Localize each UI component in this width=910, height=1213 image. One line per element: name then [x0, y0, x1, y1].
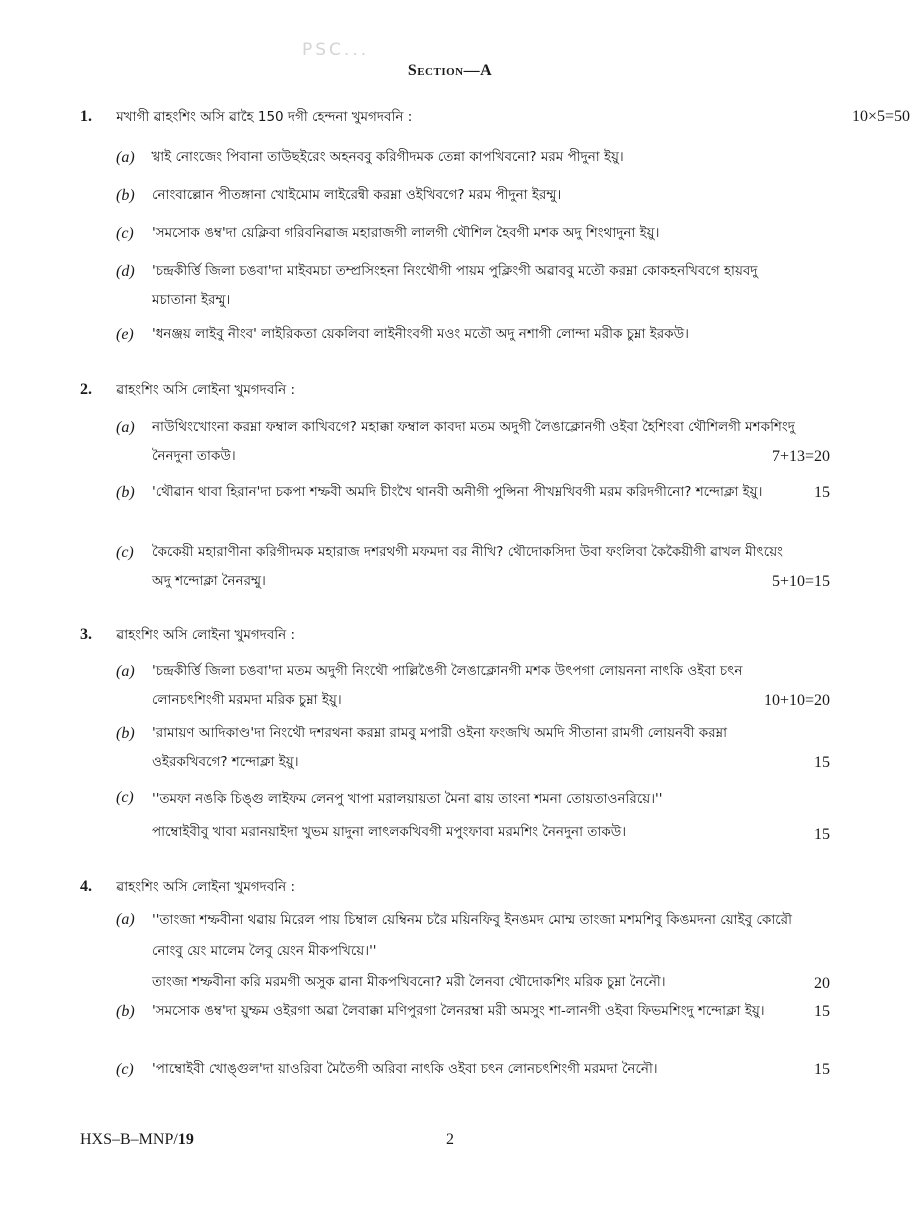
part-label: (a): [116, 419, 135, 436]
part-1e: [116, 320, 830, 349]
part-text: খ্বাই নোংজেং পিবানা তাউছইরেং অহনববু করিগীদমক তেন্না কাপখিবনো? মরম পীদুনা ইয়ু।: [152, 149, 624, 165]
part-text: 'থৌৱান থাবা হিরান'দা চকপা শম্ফবী অমদি চীংখৈ থানবী অনীগী পুন্সিনা পীখম্নখিবগী মরম করিদগীনো? শন্দোক্লা ইয়ু।: [152, 484, 763, 500]
part-2b: [116, 478, 830, 507]
part-2c: [116, 538, 830, 596]
part-1c: [116, 219, 830, 248]
part-marks: 10+10=20: [763, 692, 830, 709]
part-label: (b): [116, 725, 135, 742]
paper-code-prefix: HXS–B–MNP/: [80, 1131, 178, 1148]
question-text: ৱাহংশিং অসি লোইনা খুমগদবনি :: [116, 627, 296, 643]
question-number: 2.: [80, 381, 92, 398]
part-2a: [116, 413, 830, 471]
part-3b: [116, 719, 830, 777]
section-title: Section—A: [407, 62, 493, 79]
part-text: ''তমফা নঙকি চিঙ্গু লাইফম লেনপু খাপা মরালয়ায়তা মৈনা ৱায় তাংনা শমনা তোয়তাওনরিয়ে।'' পাম্বোইবীবু খাবা মরানয়াইদা খুভম য়াদুনা লাৎলকখিবগী মপুংফাবা মরমশিং নৈনদুনা তাকউ।: [152, 791, 663, 840]
part-4a: [116, 905, 830, 998]
question-text: ৱাহংশিং অসি লোইনা খুমগদবনি :: [116, 879, 296, 895]
question-number: 1.: [80, 108, 92, 125]
part-4b: [116, 997, 830, 1026]
part-text: 'সমসোক ঙম্ব'দা য়ুম্ফম ওইরগা অৱা লৈবাক্কা মণিপুরগা লৈনরম্বা মরী অমসুং শা-লানগী ওইবা ফিভমশিংদু শন্দোক্লা ইয়ু।: [152, 1003, 765, 1019]
page-number: 2: [446, 1131, 454, 1148]
part-marks: 15: [814, 826, 830, 843]
part-label: (a): [116, 911, 135, 928]
question-2: [80, 380, 830, 400]
question-text: মখাগী ৱাহংশিং অসি ৱাহৈ 150 দগী হেন্দনা খুমগদবনি :: [116, 109, 413, 125]
part-label: (c): [116, 225, 134, 242]
part-label: (c): [116, 789, 134, 806]
part-3c: [116, 783, 830, 849]
part-1b: [116, 181, 830, 210]
part-label: (a): [116, 663, 135, 680]
question-4: [80, 877, 830, 897]
part-label: (d): [116, 263, 135, 280]
part-text: ''তাংজা শম্ফবীনা থৱায় মিরেল পায় চিম্বাল য়েম্বিনম চরৈ ময়িনফিবু ইনঙমদ মোম্ম তাংজা মশমশিবু কিঙমদনা য়োইবু কোরৌ নোংবু য়েং মালেম লৈবু য়েংন মীকপখিয়ে।'' তাংজা শম্ফবীনা করি মরমগী অসুক ৱানা মীকপখিবনো? মরী লৈনবা থৌদোকশিং মরিক চুম্না নৈনৌ।: [152, 912, 792, 990]
part-text: 'রামায়ণ আদিকাণ্ড'দা নিংথৌ দশরথনা করম্না রামবু মপারী ওইনা ফংজখি অমদি সীতানা রামগী লোয়নবী করম্না ওইরকখিবগে? শন্দোক্লা ইয়ু।: [152, 725, 728, 770]
part-marks: 20: [814, 975, 830, 992]
question-number: 4.: [80, 878, 92, 895]
question-marks: 10×5=50: [851, 108, 910, 125]
part-marks: 7+13=20: [771, 448, 830, 465]
part-4c: [116, 1055, 830, 1084]
part-label: (b): [116, 484, 135, 501]
part-text: নাউথিংখোংনা করম্না ফম্বাল কাখিবগে? মহাক্কা ফম্বাল কাবদা মতম অদুগী লৈঙাক্লোনগী ওইবা হৈশিংবা থৌশিলগী মশকশিংদু নৈনদুনা তাকউ।: [152, 419, 795, 464]
part-text: নোংবাল্লোন পীতঙ্গানা খোইমোম লাইরেন্বী করম্না ওইখিবগে? মরম পীদুনা ইরম্মু।: [152, 187, 562, 203]
paper-code-suffix: 19: [177, 1131, 194, 1148]
part-label: (a): [116, 149, 135, 166]
part-1a: [116, 143, 830, 172]
part-text: 'চন্দ্রকীর্ত্তি জিলা চঙবা'দা মাইবমচা তম্প্রসিংহনা নিংথৌগী পায়ম পুক্লিংগী অৱাববু মতৌ করম্না কোকহনখিবগে হায়বদু মচাতানা ইরম্মু।: [152, 263, 758, 308]
part-label: (b): [116, 1003, 135, 1020]
part-label: (c): [116, 1061, 134, 1078]
question-3: [80, 625, 830, 645]
part-marks: 15: [814, 1003, 830, 1020]
question-text: ৱাহংশিং অসি লোইনা খুমগদবনি :: [116, 382, 296, 398]
part-marks: 5+10=15: [771, 573, 830, 590]
part-3a: [116, 657, 830, 715]
part-label: (e): [116, 326, 134, 343]
part-marks: 15: [814, 1061, 830, 1078]
part-label: (b): [116, 187, 135, 204]
part-label: (c): [116, 544, 134, 561]
part-text: 'পাম্বোইবী খোঙ্গুল'দা য়াওরিবা মৈতৈগী অরিবা নাৎকি ওইবা চৎন লোনচৎশিংগী মরমদা নৈনৌ।: [152, 1061, 658, 1077]
part-text: 'চন্দ্রকীর্ত্তি জিলা চঙবা'দা মতম অদুগী নিংথৌ পাল্লিঙৈগী লৈঙাক্লোনগী মশক উৎপগা লোয়ননা নাৎকি ওইবা চৎন লোনচৎশিংগী মরমদা মরিক চুম্না ইয়ু।: [152, 663, 743, 708]
part-text: কৈকেয়ী মহারাণীনা করিগীদমক মহারাজ দশরথগী মফমদা বর নীখি? থৌদোকসিদা উবা ফংলিবা কৈকৈয়ীগী ৱাখল মীৎয়েং অদু শন্দোক্লা নৈনরম্মু।: [152, 544, 783, 589]
question-1: [80, 107, 910, 127]
part-text: 'সমসোক ঙম্ব'দা য়েক্লিবা গরিবনিৱাজ মহারাজগী লালগী থৌশিল হৈবগী মশক অদু শিংথাদুনা ইয়ু।: [152, 225, 660, 241]
part-marks: 15: [814, 754, 830, 771]
part-text: 'ধনঞ্জয় লাইবু নীংব' লাইরিকতা য়েকলিবা লাইনীংবগী মওং মতৌ অদু নশাগী লোন্দা মরীক চুম্না ইরকউ।: [152, 326, 689, 342]
part-marks: 15: [814, 484, 830, 501]
question-number: 3.: [80, 626, 92, 643]
watermark: PSC...: [302, 40, 370, 60]
part-1d: [116, 257, 830, 315]
